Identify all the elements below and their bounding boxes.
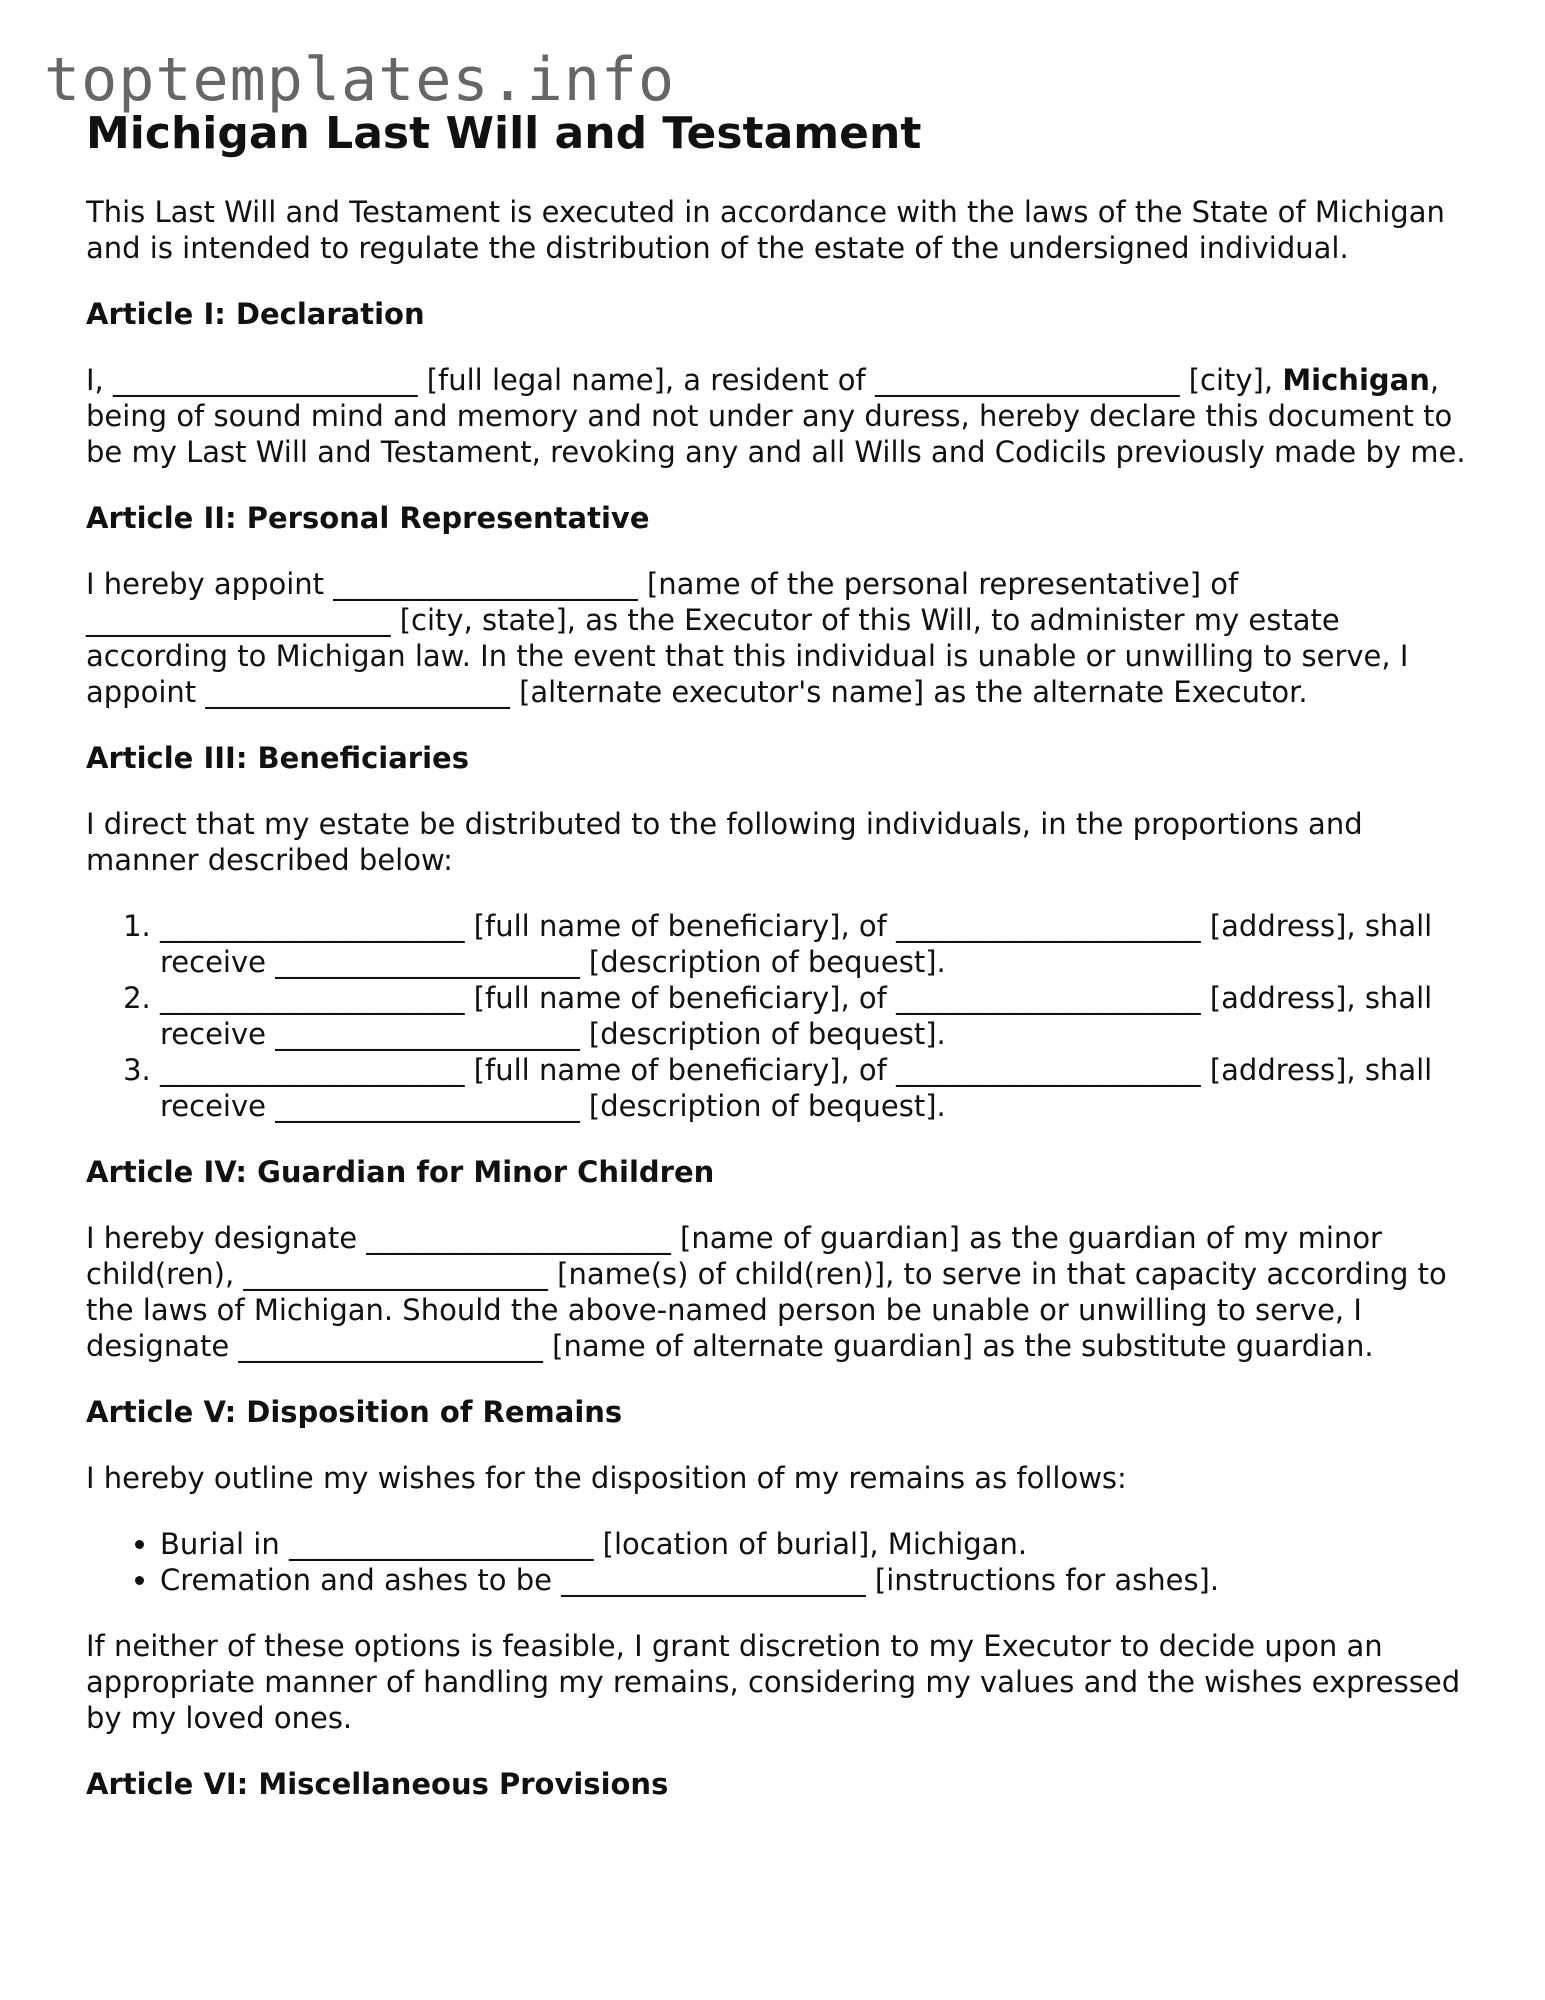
fill-blank-city[interactable]: _____________________ xyxy=(874,363,1180,397)
article-4-heading: Article IV: Guardian for Minor Children xyxy=(86,1155,715,1189)
fill-blank-bequest[interactable]: _____________________ xyxy=(275,945,580,979)
text: [name of alternate guardian] as the substitute guardian. xyxy=(542,1329,1374,1363)
remains-options-list xyxy=(86,1526,1466,1598)
text: , being of sound mind and memory and not under any duress, hereby declare this document to be my Last Will and Testament, revoking any and all Wills and Codicils previously made by me. xyxy=(86,363,1466,469)
remains-option-cremation xyxy=(160,1562,1466,1598)
text: [instructions for ashes]. xyxy=(865,1563,1220,1597)
article-2-paragraph xyxy=(86,566,1466,710)
text: [full legal name], a resident of xyxy=(417,363,875,397)
fill-blank-beneficiary-name[interactable]: _____________________ xyxy=(160,1053,465,1087)
fill-blank-beneficiary-name[interactable]: _____________________ xyxy=(160,981,465,1015)
text: [address], shall receive xyxy=(160,1053,1433,1123)
document-page xyxy=(86,104,1466,1832)
text: [description of bequest]. xyxy=(579,945,946,979)
text: [city, state], as the Executor of this Will, to administer my estate according to Michigan law. In the event that this individual is unable or unwilling to serve, I appoint xyxy=(86,603,1409,709)
text: Burial in xyxy=(160,1527,289,1561)
text: [full name of beneficiary], of xyxy=(464,909,897,943)
beneficiary-item-2 xyxy=(160,980,1466,1052)
bold-michigan: Michigan xyxy=(1282,363,1430,397)
fill-blank-children-names[interactable]: _____________________ xyxy=(243,1257,548,1291)
text: [city], xyxy=(1179,363,1283,397)
article-5-closing: If neither of these options is feasible, I grant discretion to my Executor to decide upon an appropriate manner of handling my remains, considering my values and the wishes expressed by my loved ones. xyxy=(86,1629,1461,1735)
beneficiary-item-1 xyxy=(160,908,1466,980)
text: [location of burial], Michigan. xyxy=(593,1527,1028,1561)
text: [name of the personal representative] of xyxy=(637,567,1239,601)
intro-paragraph: This Last Will and Testament is executed in accordance with the laws of the State of Michigan and is intended to regulate the distribution of the estate of the undersigned individual. xyxy=(86,195,1445,265)
text: [address], shall receive xyxy=(160,981,1433,1051)
article-6-heading: Article VI: Miscellaneous Provisions xyxy=(86,1767,669,1801)
document-title: Michigan Last Will and Testament xyxy=(86,108,922,159)
article-5-intro: I hereby outline my wishes for the disposition of my remains as follows: xyxy=(86,1461,1127,1495)
fill-blank-ashes-instructions[interactable]: _____________________ xyxy=(561,1563,866,1597)
article-4-paragraph xyxy=(86,1220,1466,1364)
watermark: toptemplates.info xyxy=(44,45,676,115)
fill-blank-alternate-guardian[interactable]: _____________________ xyxy=(238,1329,543,1363)
text: [address], shall receive xyxy=(160,909,1433,979)
text: [description of bequest]. xyxy=(579,1017,946,1051)
remains-option-burial xyxy=(160,1526,1466,1562)
text: [alternate executor's name] as the alternate Executor. xyxy=(509,675,1308,709)
fill-blank-representative-name[interactable]: _____________________ xyxy=(333,567,638,601)
article-3-heading: Article III: Beneficiaries xyxy=(86,741,469,775)
article-2-heading: Article II: Personal Representative xyxy=(86,501,650,535)
text: [name of guardian] as the guardian of my minor child(ren), xyxy=(86,1221,1382,1291)
article-1-paragraph xyxy=(86,362,1466,470)
fill-blank-burial-location[interactable]: _____________________ xyxy=(288,1527,594,1561)
article-3-intro: I direct that my estate be distributed to the following individuals, in the proportions and manner described below: xyxy=(86,807,1363,877)
beneficiaries-list xyxy=(86,908,1466,1124)
fill-blank-alternate-executor[interactable]: _____________________ xyxy=(205,675,510,709)
text: I hereby appoint xyxy=(86,567,334,601)
text: I hereby designate xyxy=(86,1221,367,1255)
article-5-heading: Article V: Disposition of Remains xyxy=(86,1395,623,1429)
fill-blank-bequest[interactable]: _____________________ xyxy=(275,1017,580,1051)
text: I, xyxy=(86,363,113,397)
fill-blank-full-name[interactable]: _____________________ xyxy=(113,363,418,397)
text: [name(s) of child(ren)], to serve in that capacity according to the laws of Michigan. Should the above-named person be unable or unwilling to serve, I designate xyxy=(86,1257,1447,1363)
fill-blank-address[interactable]: _____________________ xyxy=(896,1053,1201,1087)
fill-blank-bequest[interactable]: _____________________ xyxy=(275,1089,580,1123)
fill-blank-address[interactable]: _____________________ xyxy=(896,981,1201,1015)
article-1-heading: Article I: Declaration xyxy=(86,297,425,331)
fill-blank-address[interactable]: _____________________ xyxy=(896,909,1201,943)
fill-blank-guardian-name[interactable]: _____________________ xyxy=(366,1221,671,1255)
text: [full name of beneficiary], of xyxy=(464,1053,897,1087)
text: Cremation and ashes to be xyxy=(160,1563,562,1597)
fill-blank-city-state[interactable]: _____________________ xyxy=(86,603,391,637)
beneficiary-item-3 xyxy=(160,1052,1466,1124)
text: [full name of beneficiary], of xyxy=(464,981,897,1015)
fill-blank-beneficiary-name[interactable]: _____________________ xyxy=(160,909,465,943)
text: [description of bequest]. xyxy=(579,1089,946,1123)
